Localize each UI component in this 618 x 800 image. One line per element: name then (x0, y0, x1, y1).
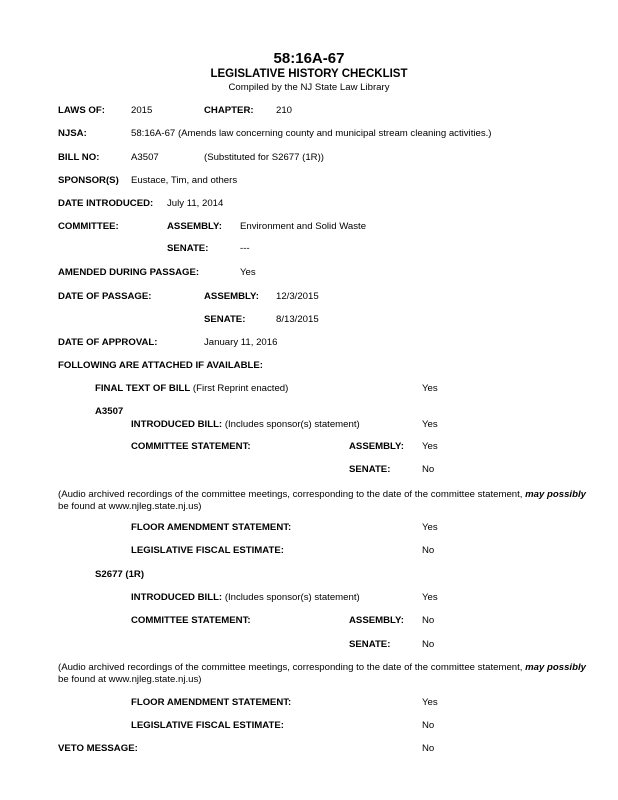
committee-assembly-label: ASSEMBLY: (167, 221, 222, 232)
veto-value: No (422, 743, 435, 754)
amended-value: Yes (240, 267, 256, 278)
s2677-fiscal-value: No (422, 720, 435, 731)
a3507-floor-value: Yes (422, 522, 438, 533)
committee-senate-label: SENATE: (167, 243, 209, 254)
s2677-introduced-note: (Includes sponsor(s) statement) (224, 592, 360, 603)
s2677-audio-emphasis: may possibly (525, 662, 586, 673)
s2677-introduced-value: Yes (422, 592, 438, 603)
final-text-row (95, 383, 288, 394)
s2677-audio-link: be found at www.njleg.state.nj.us) (58, 674, 202, 685)
s2677-audio-text: (Audio archived recordings of the committee meetings, corresponding to the date of the committee statement, (58, 662, 523, 673)
committee-senate-value: --- (240, 243, 250, 254)
amended-label: AMENDED DURING PASSAGE: (58, 267, 200, 278)
s2677-heading: S2677 (1R) (95, 569, 145, 580)
a3507-senate-label: SENATE: (349, 464, 391, 475)
a3507-committee-label: COMMITTEE STATEMENT: (131, 441, 251, 452)
s2677-introduced-label: INTRODUCED BILL: (131, 592, 223, 603)
final-text-value: Yes (422, 383, 438, 394)
s2677-assembly-value: No (422, 615, 435, 626)
a3507-audio-text: (Audio archived recordings of the committee meetings, corresponding to the date of the committee statement, (58, 489, 523, 500)
s2677-fiscal-label: LEGISLATIVE FISCAL ESTIMATE: (131, 720, 284, 731)
chapter-value: 210 (276, 105, 293, 116)
a3507-senate-value: No (422, 464, 435, 475)
bill-substituted: (Substituted for S2677 (1R)) (204, 152, 324, 163)
a3507-floor-label: FLOOR AMENDMENT STATEMENT: (131, 522, 292, 533)
sponsors-label: SPONSOR(S) (58, 175, 119, 186)
a3507-assembly-label: ASSEMBLY: (349, 441, 404, 452)
date-introduced-value: July 11, 2014 (167, 198, 224, 209)
passage-senate-label: SENATE: (204, 314, 246, 325)
veto-label: VETO MESSAGE: (58, 743, 138, 754)
chapter-label: CHAPTER: (204, 105, 254, 116)
s2677-senate-value: No (422, 639, 435, 650)
compiled-by: Compiled by the NJ State Law Library (228, 82, 390, 93)
date-introduced-label: DATE INTRODUCED: (58, 198, 154, 209)
s2677-assembly-label: ASSEMBLY: (349, 615, 404, 626)
s2677-introduced-row (131, 592, 360, 603)
a3507-fiscal-label: LEGISLATIVE FISCAL ESTIMATE: (131, 545, 284, 556)
a3507-introduced-value: Yes (422, 419, 438, 430)
s2677-floor-label: FLOOR AMENDMENT STATEMENT: (131, 697, 292, 708)
laws-of-label: LAWS OF: (58, 105, 105, 116)
a3507-introduced-row (131, 419, 360, 430)
a3507-fiscal-value: No (422, 545, 435, 556)
s2677-floor-value: Yes (422, 697, 438, 708)
final-text-note: (First Reprint enacted) (192, 383, 289, 394)
njsa-value: 58:16A-67 (Amends law concerning county and municipal stream cleaning activities.) (131, 128, 492, 139)
sponsors-value: Eustace, Tim, and others (131, 175, 238, 186)
a3507-audio-link: be found at www.njleg.state.nj.us) (58, 501, 202, 512)
a3507-heading: A3507 (95, 406, 124, 417)
final-text-label: FINAL TEXT OF BILL (95, 383, 191, 394)
approval-value: January 11, 2016 (204, 337, 278, 348)
njsa-label: NJSA: (58, 128, 87, 139)
s2677-senate-label: SENATE: (349, 639, 391, 650)
a3507-assembly-value: Yes (422, 441, 438, 452)
passage-senate-value: 8/13/2015 (276, 314, 319, 325)
committee-label: COMMITTEE: (58, 221, 119, 232)
statute-code: 58:16A-67 (273, 50, 345, 67)
a3507-audio-emphasis: may possibly (525, 489, 586, 500)
a3507-introduced-note: (Includes sponsor(s) statement) (224, 419, 360, 430)
s2677-committee-label: COMMITTEE STATEMENT: (131, 615, 251, 626)
approval-label: DATE OF APPROVAL: (58, 337, 158, 348)
bill-no-label: BILL NO: (58, 152, 100, 163)
attached-heading: FOLLOWING ARE ATTACHED IF AVAILABLE: (58, 360, 263, 371)
committee-assembly-value: Environment and Solid Waste (240, 221, 367, 232)
passage-label: DATE OF PASSAGE: (58, 291, 152, 302)
laws-of-year: 2015 (131, 105, 153, 116)
a3507-introduced-label: INTRODUCED BILL: (131, 419, 223, 430)
a3507-audio-note (58, 489, 586, 500)
bill-no-value: A3507 (131, 152, 159, 163)
page-title: LEGISLATIVE HISTORY CHECKLIST (210, 68, 408, 80)
passage-assembly-value: 12/3/2015 (276, 291, 319, 302)
s2677-audio-note (58, 662, 586, 673)
passage-assembly-label: ASSEMBLY: (204, 291, 259, 302)
